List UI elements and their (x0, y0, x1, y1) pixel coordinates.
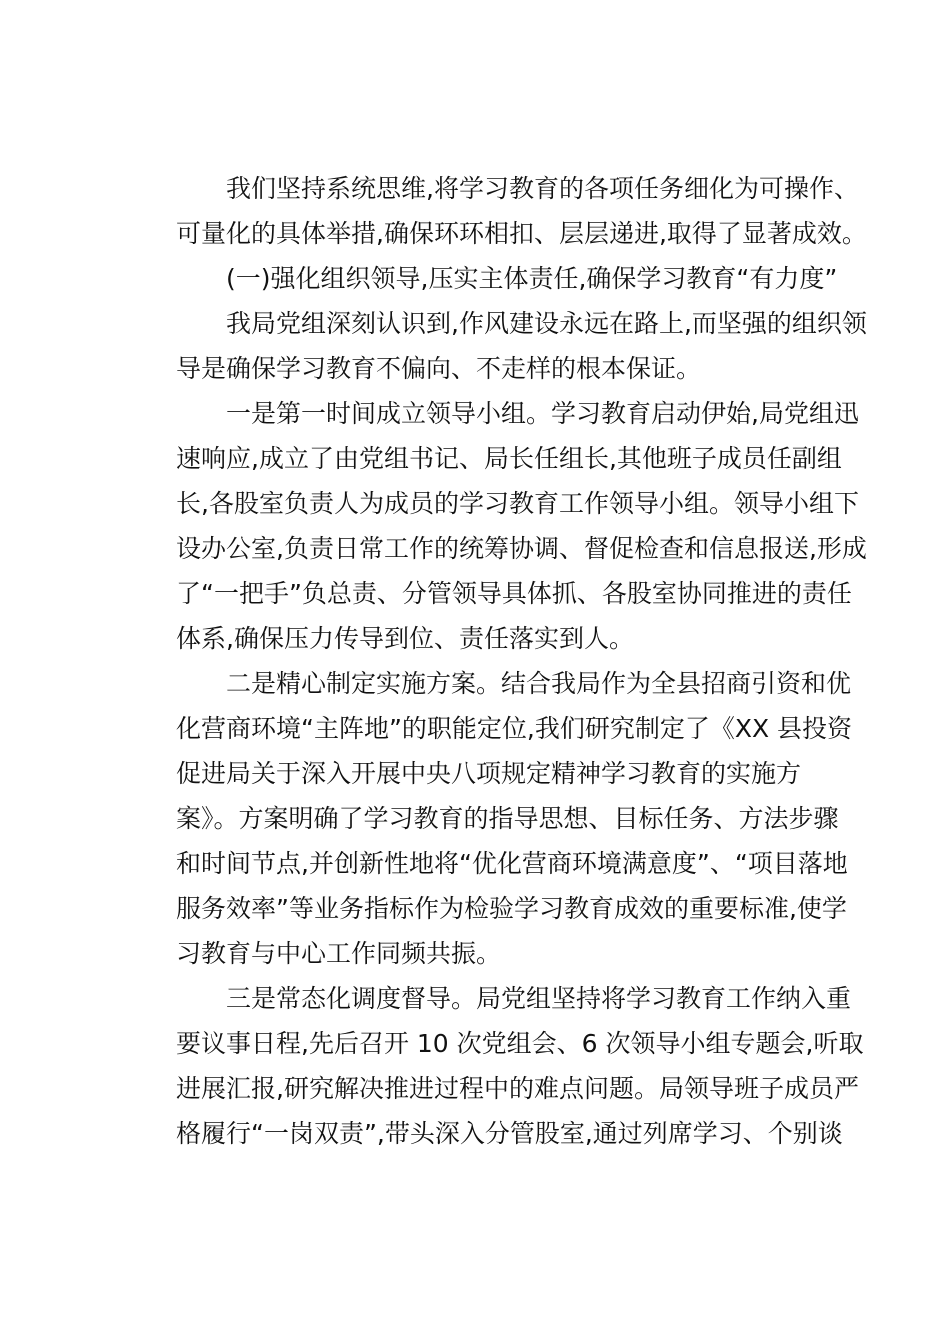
text-line: 长,各股室负责人为成员的学习教育工作领导小组。领导小组下 (176, 489, 859, 518)
paragraph-section-intro (126, 301, 867, 391)
text-line: 了“一把手”负总责、分管领导具体抓、各股室协同推进的责任 (176, 579, 852, 608)
text-line: (一)强化组织领导,压实主体责任,确保学习教育“有力度” (226, 264, 838, 293)
text-line: 促进局关于深入开展中央八项规定精神学习教育的实施方 (176, 759, 802, 788)
text-line: 一是第一时间成立领导小组。学习教育启动伊始,局党组迅 (226, 399, 859, 428)
paragraph-intro (126, 166, 867, 256)
text-line: 速响应,成立了由党组书记、局长任组长,其他班子成员任副组 (176, 444, 842, 473)
text-line: 我们坚持系统思维,将学习教育的各项任务细化为可操作、 (226, 174, 859, 203)
text-line: 导是确保学习教育不偏向、不走样的根本保证。 (176, 354, 702, 383)
text-line: 习教育与中心工作同频共振。 (176, 939, 502, 968)
text-line: 三是常态化调度督导。局党组坚持将学习教育工作纳入重 (226, 984, 852, 1013)
text-line: 服务效率”等业务指标作为检验学习教育成效的重要标准,使学 (176, 894, 847, 923)
document-body (126, 166, 867, 1156)
text-line: 可量化的具体举措,确保环环相扣、层层递进,取得了显著成效。 (176, 219, 867, 248)
section-heading (126, 256, 838, 301)
text-line: 二是精心制定实施方案。结合我局作为全县招商引资和优 (226, 669, 852, 698)
text-line: 体系,确保压力传导到位、责任落实到人。 (176, 624, 634, 653)
paragraph-point-two (126, 661, 853, 976)
paragraph-point-three (126, 976, 864, 1156)
text-line: 设办公室,负责日常工作的统筹协调、督促检查和信息报送,形成 (176, 534, 867, 563)
text-line: 格履行“一岗双责”,带头深入分管股室,通过列席学习、个别谈 (176, 1119, 843, 1148)
text-line: 和时间节点,并创新性地将“优化营商环境满意度”、“项目落地 (176, 849, 848, 878)
paragraph-point-one (126, 391, 867, 661)
text-line: 案》。方案明确了学习教育的指导思想、目标任务、方法步骤 (176, 804, 839, 833)
text-line: 进展汇报,研究解决推进过程中的难点问题。局领导班子成员严 (176, 1074, 859, 1103)
text-line: 要议事日程,先后召开 10 次党组会、6 次领导小组专题会,听取 (176, 1029, 864, 1058)
text-line: 化营商环境“主阵地”的职能定位,我们研究制定了《XX 县投资 (176, 714, 853, 743)
text-line: 我局党组深刻认识到,作风建设永远在路上,而坚强的组织领 (226, 309, 867, 338)
